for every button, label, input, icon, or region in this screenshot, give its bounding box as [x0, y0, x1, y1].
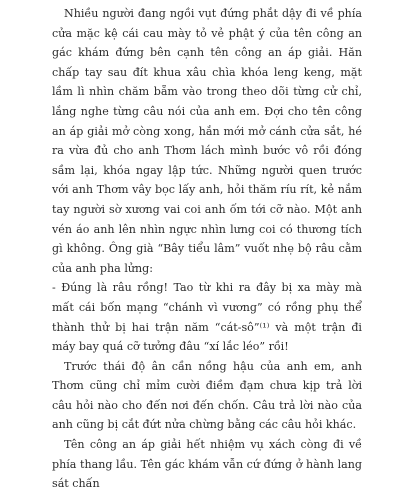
paragraph-3: Trước thái độ ân cần nồng hậu của anh em, anh Thơm cũng chỉ mỉm cười điềm đạm chưa kịp trả lời câu hỏi nào cho đến nơi đến chốn. Câu trả lời nào của anh cũng bị cắt đứt nửa chừng bằng các câu hỏi khác. — [52, 359, 362, 432]
paragraph-2-dialogue: - Đúng là râu rồng! Tao từ khi ra đây bị xa mày mà mất cái bốn mạng “chánh vì vương” có rồng phụ thể thành thử bị hai trận năm “cát-sô”⁽¹⁾ và một trận đi máy bay quá cỡ tưởng đâu “xí lắc léo” rồi! — [52, 281, 362, 354]
paragraph-1: Nhiều người đang ngồi vụt đứng phắt dậy đi về phía cửa mặc kệ cái cau mày tỏ vẻ phật ý của tên công an gác khám đứng bên cạnh tên công an áp giải. Hăn chấp tay sau đít khua xâu chìa khóa leng keng, mặt lầm lì nhìn chăm bẵm vào trong theo dõi từng cử chỉ, lắng nghe từng câu nói của anh em. Đợi cho tên công an áp giải mở còng xong, hắn mới mở cánh cửa sắt, hé ra vừa đủ cho anh Thơm lách mình bước vô rồi đóng sầm lại, khóa ngay lập tức. Những người quen trước với anh Thơm vây bọc lấy anh, hỏi thăm ríu rít, kẻ nắm tay người sờ xương vai coi anh ốm tới cỡ nào. Một anh vén áo anh lên nhìn ngực nhìn lưng coi có thương tích gì không. Ông già “Bây tiểu lâm” vuốt nhẹ bộ râu cằm của anh pha lửng: — [52, 7, 362, 275]
paragraph-4: Tên công an áp giải hết nhiệm vụ xách còng đi về phía thang lầu. Tên gác khám vẫn cứ đứng ở hành lang sát chấn — [52, 438, 362, 491]
